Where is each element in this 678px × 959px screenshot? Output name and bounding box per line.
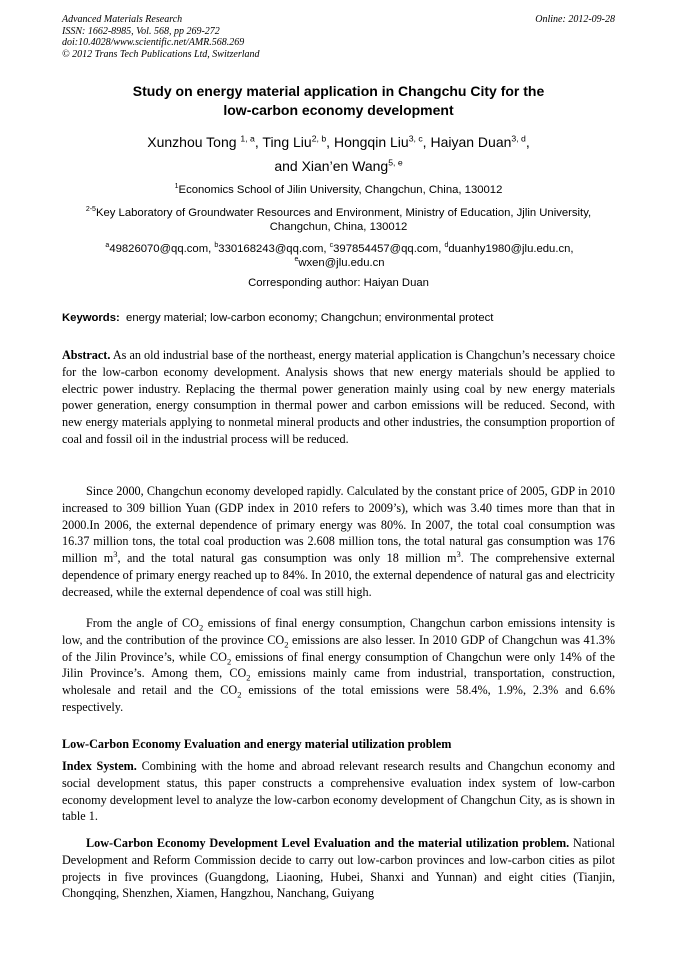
email-link[interactable]: wxen@jlu.edu.cn xyxy=(298,257,385,269)
paper-title xyxy=(62,82,615,120)
author-line-1: Xunzhou Tong $^{1, a}$, Ting Liu$^{2, b}$, Hongqin Liu$^{3, c}$, Haiyan Duan$^{3, d}$, xyxy=(147,133,530,150)
email-list: $^a$49826070@qq.com, $^b$330168243@qq.com, $^c$397854457@qq.com, $^d$duanhy1980@jlu.edu.cn, $^e$wxen@jlu.edu.cn xyxy=(105,242,574,269)
journal-header xyxy=(62,14,260,60)
keywords-text: energy material; low-carbon economy; Changchun; environmental protect xyxy=(126,312,494,324)
author-affiliation-mark: 2, b xyxy=(311,133,327,144)
email-link[interactable]: 330168243@qq.com, xyxy=(218,243,327,255)
author-line-2 xyxy=(62,154,615,178)
email-link[interactable]: 49826070@qq.com, xyxy=(109,243,212,255)
author-affiliation-mark: 3, d xyxy=(511,133,526,144)
doi-line: doi:10.4028/www.scientific.net/AMR.568.269 xyxy=(62,37,245,48)
issn-line: ISSN: 1662-8985, Vol. 568, pp 269-272 xyxy=(62,25,220,37)
author-list xyxy=(62,130,615,178)
author-affiliation-mark: 1, a xyxy=(240,133,255,144)
corresponding-author: Corresponding author: Haiyan Duan xyxy=(248,277,429,289)
author-name: Haiyan Duan xyxy=(430,134,512,150)
abstract-label: Abstract. xyxy=(62,348,111,362)
journal-name: Advanced Materials Research xyxy=(62,14,183,25)
author-conjunction: and xyxy=(274,158,298,174)
title-line-2: low-carbon economy development xyxy=(223,102,454,118)
author-name: Xian’en Wang xyxy=(301,158,389,174)
keywords xyxy=(62,312,617,324)
abstract xyxy=(62,347,615,448)
author-name: Hongqin Liu xyxy=(333,134,409,150)
email-link[interactable]: 397854457@qq.com, xyxy=(333,243,442,255)
author-name: Ting Liu xyxy=(262,134,312,150)
body-paragraph-2: From the angle of $CO_2$ emissions of final energy consumption, Changchun carbon emissions intensity is low, and the contribution of the province $CO_2$ emissions are also lesser. In 2010 GDP of Changchun was 41.3% of the Jilin Province’s, while $CO_2$ emissions of final energy consumption of Changchun were only 14% of the Jilin Province’s. Among them, $CO_2$ emissions mainly came from industrial, transportation, construction, wholesale and retail and the $CO_2$ emissions of the total emissions were 58.4%, 1.9%, 2.3% and 6.6% respectively. xyxy=(62,616,616,714)
author-name: Xunzhou Tong xyxy=(147,134,237,150)
title-line-1: Study on energy material application in Changchu City for the xyxy=(132,83,545,99)
body-paragraph-1: Since 2000, Changchun economy developed rapidly. Calculated by the constant price of 2005, GDP in 2010 increased to 309 billion Yuan (GDP index in 2010 refers to 2009’s), which was 3.40 times more than that in 2000.In 2006, the external dependence of primary energy was 80%. In 2007, the total coal consumption was 16.37 million tons, the total coal production was 2.608 million tons, the total natural gas consumption was 176 million $m^3$, and the total natural gas consumption was only 18 million $m^3$. The comprehensive external dependence of primary energy reached up to 84%. In 2010, the external dependence of natural gas and electricity decreased, while the external dependence of coal was still high. xyxy=(62,484,616,599)
index-system-paragraph: Index System. Combining with the home and abroad relevant research results and Changchun economy and social development status, this paper constructs a comprehensive evaluation index system of low-carbon economy development level to analyze the low-carbon economy development of Changchun City, as is shown in table 1. xyxy=(62,759,615,824)
email-link[interactable]: duanhy1980@jlu.edu.cn, xyxy=(448,243,574,255)
copyright-line: © 2012 Trans Tech Publications Ltd, Switzerland xyxy=(62,48,260,60)
index-system-label: Index System. xyxy=(62,759,137,773)
affiliation-2: $^{2-5}$Key Laboratory of Groundwater Resources and Environment, Ministry of Education, Jjlin University, Changchun, China, 130012 xyxy=(85,206,592,233)
keywords-label: Keywords: xyxy=(62,312,120,324)
author-affiliation-mark: 3, c xyxy=(408,133,423,144)
online-date: Online: 2012-09-28 xyxy=(535,14,615,25)
abstract-text: As an old industrial base of the northeast, energy material application is Changchun’s necessary choice for the low-carbon economy development. Analysis shows that new energy materials should be applied to electric power industry. Replacing the thermal power generation mainly using coal by new energy materials power generation, energy consumption in thermal power and carbon emissions will be reduced. Second, with new energy materials applying to nonmetal mineral products and other industries, the consumption proportion of coal and fossil oil in the industrial process will be reduced. xyxy=(62,348,616,446)
section-heading: Low-Carbon Economy Evaluation and energy material utilization problem xyxy=(62,737,452,751)
evaluation-label: Low-Carbon Economy Development Level Evaluation and the material utilization problem. xyxy=(86,836,570,850)
evaluation-paragraph: Low-Carbon Economy Development Level Evaluation and the material utilization problem. National Development and Reform Commission decide to carry out low-carbon provinces and low-carbon cities as pilot projects in five provinces (Guangdong, Liaoning, Hubei, Shanxi and Yunnan) and eight cities (Tianjin, Chongqing, Shenzhen, Xiamen, Hangzhou, Nanchang, Guiyang xyxy=(62,836,616,901)
affiliation-1: $^1$Economics School of Jilin University, Changchun, China, 130012 xyxy=(174,183,503,196)
author-affiliation-mark: 5, e xyxy=(388,157,403,168)
